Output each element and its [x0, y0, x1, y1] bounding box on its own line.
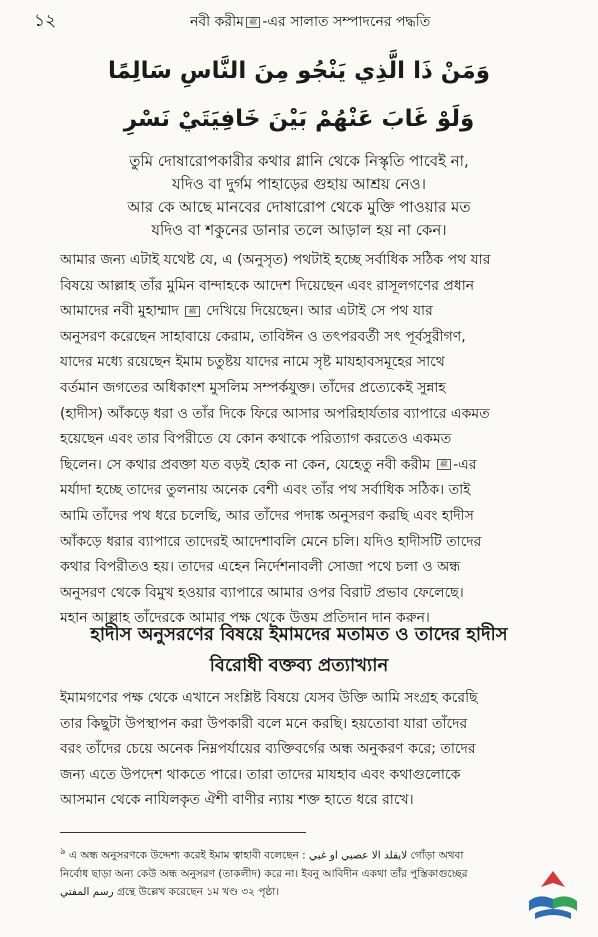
verse-translation-line-1: তুমি দোষারোপকারীর কথার গ্লানি থেকে নিস্কৃতি পাবেই না, [129, 152, 469, 170]
paragraph-text: জন্য এতে উপদেশ থাকতে পারে। তারা তাদের মাযহাব এবং কথাগুলোকে [60, 766, 461, 783]
running-title-pre: নবী করীম [190, 14, 244, 30]
paragraph-text: আমাদের নবী মুহাম্মাদ [60, 303, 179, 320]
page-number: ১২ [34, 11, 57, 31]
paragraph-line: আমার জন্য এটাই যথেষ্ট যে, এ (অনুসৃত) পথটাই হচ্ছে সর্বাধিক সঠিক পথ যার [60, 252, 491, 268]
honorific-calligraphy: ﷺ [437, 459, 451, 470]
logo-top-mark [541, 871, 565, 887]
paragraph-line: কথার বিপরীতও হয়। তাদের এহেন নির্দেশনাবলী সোজা পথে চলা ও অন্ধ [60, 559, 461, 576]
verse-translation-line-2: যদিও বা দুর্গম পাহাড়ের গুহায় আশ্রয় নেও। [172, 175, 426, 193]
paragraph-line: অনুসরণ করেছেন সাহাবায়ে কেরাম, তাবিঈন ও তৎপরবর্তী সৎ পূর্বসুরীগণ, [60, 328, 466, 345]
paragraph-line: মহান আল্লাহ তাঁদেরকে আমার পক্ষ থেকে উত্তম প্রতিদান দান করুন। [60, 610, 430, 627]
footnote-divider [60, 832, 306, 833]
paragraph-line: অনুসরণ থেকে বিমুখ হওয়ার ব্যাপারে আমার ওপর বিরাট প্রভাব ফেলেছে। [60, 584, 464, 601]
footnote-line: নির্বোধ ছাড়া অন্য কেউ অন্ধ অনুসরণ (তাকলীদ) করে না। ইবনু আবিদীন একথা তাঁর পুস্তিকাগুচ্ছের [60, 867, 468, 880]
paragraph-line: বিষয়ে আল্লাহ তাঁর মুমিন বান্দাহকে আদেশ দিয়েছেন এবং রাসূলগণের প্রধান [60, 277, 475, 294]
footnote-marker: ৯ [60, 847, 66, 857]
honorific-calligraphy: ﷺ [185, 306, 199, 317]
paragraph-imams [60, 686, 565, 814]
paragraph-line: আসমান থেকে নাযিলকৃত ঐশী বাণীর ন্যায় শক্ত হাতে ধরে রাখে। [60, 792, 414, 809]
paragraph-line: হয়েছেন এবং তার বিপরীতে যে কোন কথাকে পরিত্যাগ করতেও একমত [60, 431, 452, 448]
paragraph-line: বর্তমান জগতের অধিকাংশ মুসলিম সম্পর্কযুক্ত। তাঁদের প্রত্যেকেই সুন্নাহ [60, 379, 446, 396]
publisher-logo-icon [521, 865, 585, 929]
footnote-line: رسم المفتي গ্রন্থে উল্লেখ করেছেন ১ম খণ্ড ৩২ পৃষ্ঠা। [60, 885, 280, 898]
honorific-calligraphy: ﷺ [246, 17, 260, 28]
arabic-verse-line-1: وَمَنْ ذَا الَّذِي يَنْجُو مِنَ النَّاسِ سَالِمًا [107, 58, 491, 84]
section-heading-line-1: হাদীস অনুসরণের বিষয়ে ইমামদের মতামত ও তাদের হাদীস [90, 624, 508, 645]
logo-base-page [535, 909, 571, 919]
page-header [0, 0, 598, 44]
paragraph-text: দেখিয়ে দিয়েছেন। আর এটাই সে পথ যার [206, 303, 433, 320]
arabic-verse-line-2: وَلَوْ غَابَ عَنْهُمْ بَيْنَ خَافِيَتَيْ نَسْرِ [123, 106, 475, 132]
running-title [190, 10, 430, 34]
paragraph-text: -এর [453, 456, 477, 473]
footnote [60, 843, 530, 901]
paragraph-line: মর্যাদা হচ্ছে তাদের তুলনায় অনেক বেশী এবং তাঁর পথ সর্বাধিক সঠিক। তাই [60, 482, 471, 499]
running-title-post: -এর সালাত সম্পাদনের পদ্ধতি [262, 14, 431, 30]
paragraph-text: ছিলেন। সে কথার প্রবক্তা যত বড়ই হোক না কেন, যেহেতু নবী করীম [60, 456, 431, 473]
logo-left-page [529, 896, 553, 911]
paragraph-line: বরং তাঁদের চেয়ে অনেক নিম্নপর্যায়ের ব্যক্তিবর্গের অন্ধ অনুকরণ করে; তাদের [60, 741, 476, 758]
paragraph-line [60, 453, 565, 479]
paragraph-main [60, 248, 565, 632]
paragraph-line: যাদের মধ্যে রয়েছেন ইমাম চতুষ্টয় যাদের নামে সৃষ্ট মাযহাবসমূহের সাথে [60, 354, 445, 371]
paragraph-line: আমি তাঁদের পথ ধরে চলেছি, আর তাঁদের পদাঙ্ক অনুসরণ করছি এবং হাদীস [60, 507, 474, 524]
section-heading-line-2: বিরোধী বক্তব্য প্রত্যাখ্যান [209, 655, 389, 676]
footnote-line [60, 843, 530, 865]
paragraph-line: ইমামগণের পক্ষ থেকে এখানে সংশ্লিষ্ট বিষয়ে যেসব উক্তি আমি সংগ্রহ করেছি [60, 690, 478, 706]
paragraph-line: তার কিছুটা উপস্থাপন করা উপকারী বলে মনে করছি। হয়তোবা যারা তাঁদের [60, 715, 468, 732]
paragraph-line: (হাদীস) আঁকড়ে ধরা ও তাঁর দিকে ফিরে আসার অপরিহার্যতার ব্যাপারে একমত [60, 405, 490, 422]
paragraph-line [60, 299, 565, 325]
logo-right-page [553, 896, 577, 911]
verse-translation-line-3: আর কে আছে মানবের দোষারোপ থেকে মুক্তি পাওয়ার মত [127, 198, 471, 216]
paragraph-line [60, 763, 565, 789]
verse-translation-line-4: যদিও বা শকুনের ডানার তলে আড়াল হয় না কেন। [151, 221, 447, 239]
footnote-text: এ অন্ধ অনুসরণকে উদ্দেশ্য করেই ইমাম ত্বাহাবী বলেছেন : لايقلد الا عصبي او غبي গোঁড়া অথবা [69, 849, 464, 862]
paragraph-line: আঁকড়ে ধরার ব্যাপারে তাদেরই আদেশাবলি মেনে চলি। যদিও হাদীসটি তাদের [60, 533, 482, 550]
